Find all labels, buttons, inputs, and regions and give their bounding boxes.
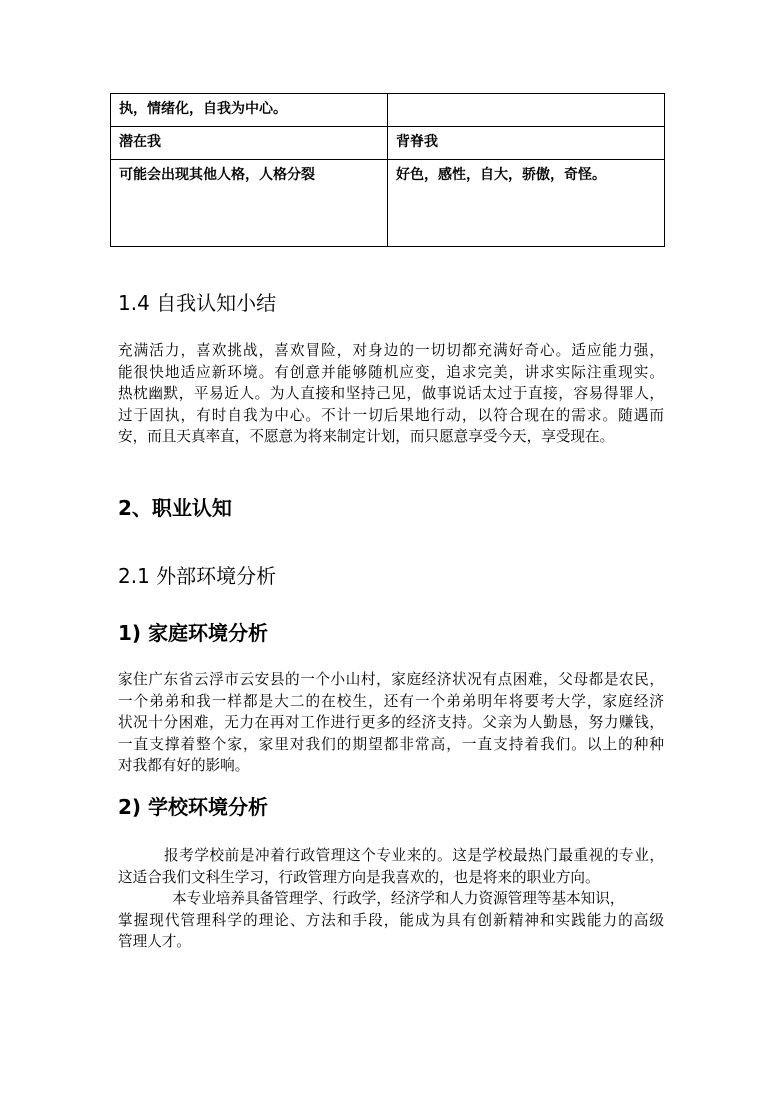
paragraph-line: 安，而且天真率直，不愿意为将来制定计划，而只愿意享受今天，享受现在。 bbox=[118, 428, 615, 446]
table-row bbox=[111, 94, 665, 127]
paragraph-line: 能很快地适应新环境。有创意并能够随机应变，追求完美，讲求实际注重现实。 bbox=[118, 363, 664, 381]
personality-table bbox=[110, 93, 665, 247]
section-heading-external: 2.1 外部环境分析 bbox=[118, 564, 277, 588]
section-heading-career: 2、职业认知 bbox=[118, 496, 232, 520]
school-paragraph bbox=[118, 845, 664, 953]
section-heading-school: 2) 学校环境分析 bbox=[118, 795, 269, 819]
table-row bbox=[111, 127, 665, 160]
paragraph-line: 本专业培养具备管理学、行政学，经济学和人力资源管理等基本知识， bbox=[172, 890, 625, 908]
paragraph-line: 充满活力，喜欢挑战，喜欢冒险，对身边的一切切都充满好奇心。适应能力强， bbox=[118, 342, 664, 359]
paragraph-line: 掌握现代管理科学的理论、方法和手段，能成为具有创新精神和实践能力的高级 bbox=[118, 911, 664, 929]
table-cell: 好色，感性，自大，骄傲，奇怪。 bbox=[388, 160, 665, 247]
section-heading-self-summary: 1.4 自我认知小结 bbox=[118, 291, 277, 315]
paragraph-line: 过于固执，有时自我为中心。不计一切后果地行动，以符合现在的需求。随遇而 bbox=[118, 406, 664, 424]
paragraph-line: 一直支撑着整个家，家里对我们的期望都非常高，一直支持着我们。以上的种种 bbox=[118, 735, 664, 753]
family-paragraph bbox=[118, 669, 664, 777]
paragraph-line: 对我都有好的影响。 bbox=[118, 757, 250, 775]
self-summary-paragraph bbox=[118, 340, 664, 448]
paragraph-line: 管理人才。 bbox=[118, 933, 191, 951]
table-cell bbox=[388, 94, 665, 127]
table-cell: 背脊我 bbox=[388, 127, 665, 160]
paragraph-line: 这适合我们文科生学习，行政管理方向是我喜欢的，也是将来的职业方向。 bbox=[118, 868, 600, 886]
table-row bbox=[111, 160, 665, 247]
table-cell: 潜在我 bbox=[111, 127, 388, 160]
table-cell: 可能会出现其他人格，人格分裂 bbox=[111, 160, 388, 247]
paragraph-line: 报考学校前是冲着行政管理这个专业来的。这是学校最热门最重视的专业， bbox=[164, 847, 664, 864]
paragraph-line: 状况十分困难，无力在再对工作进行更多的经济支持。父亲为人勤恳，努力赚钱， bbox=[118, 714, 664, 732]
paragraph-line: 一个弟弟和我一样都是大二的在校生，还有一个弟弟明年将要考大学，家庭经济 bbox=[118, 692, 664, 710]
section-heading-family: 1) 家庭环境分析 bbox=[118, 621, 269, 645]
table-cell: 执，情绪化，自我为中心。 bbox=[111, 94, 388, 127]
paragraph-line: 热枕幽默，平易近人。为人直接和坚持己见，做事说话太过于直接，容易得罪人， bbox=[118, 385, 664, 403]
paragraph-line: 家住广东省云浮市云安县的一个小山村，家庭经济状况有点困难，父母都是农民， bbox=[118, 671, 664, 688]
